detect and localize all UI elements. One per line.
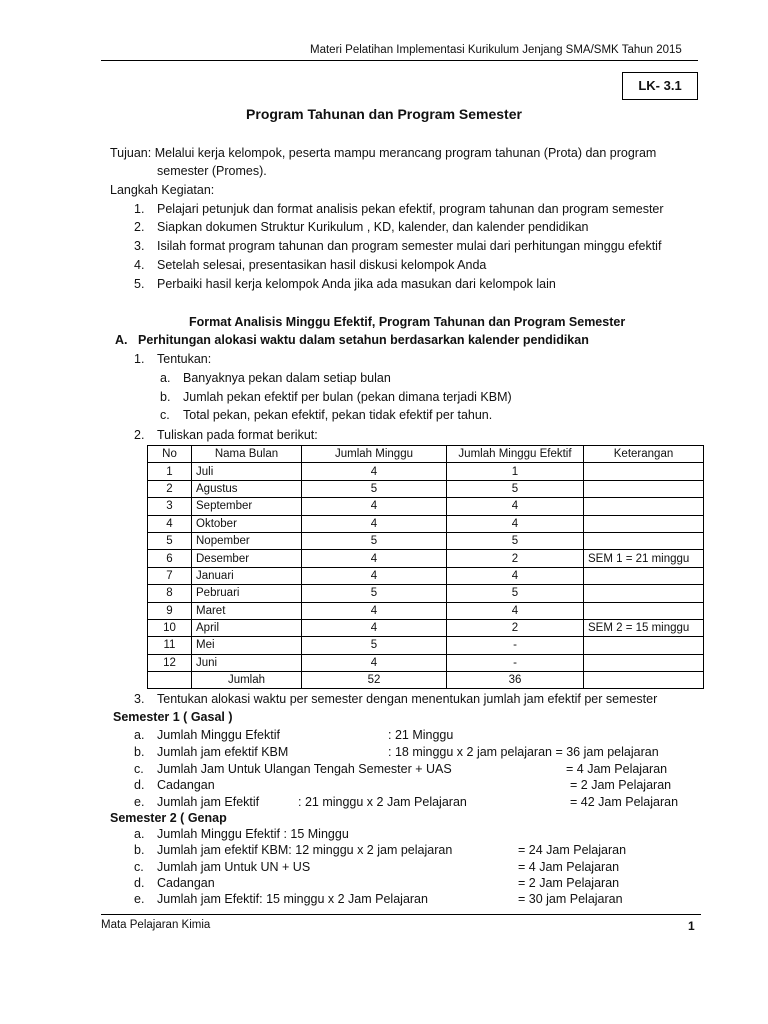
item-text: Tentukan: — [157, 352, 212, 366]
item-text: Tuliskan pada format berikut: — [157, 428, 318, 442]
minggu-efektif-table — [147, 445, 704, 689]
sem1-letter: b. — [134, 745, 145, 759]
page-header: Materi Pelatihan Implementasi Kurikulum Jenjang SMA/SMK Tahun 2015 — [310, 44, 682, 56]
table-cell: Nopember — [192, 532, 302, 549]
header-cell: Keterangan — [584, 446, 704, 463]
step-text: Isilah format program tahunan dan program semester mulai dari perhitungan minggu efektif — [157, 239, 662, 253]
section-a-label: A. — [115, 333, 128, 347]
table-cell — [584, 498, 704, 515]
table-cell: Mei — [192, 637, 302, 654]
sem2-heading: Semester 2 ( Genap — [110, 811, 227, 825]
table-cell: 2 — [447, 550, 584, 567]
sub-text: Jumlah pekan efektif per bulan (pekan dimana terjadi KBM) — [183, 390, 512, 404]
table-row — [148, 567, 704, 584]
table-cell: 4 — [302, 515, 447, 532]
table-cell: 4 — [447, 567, 584, 584]
table-cell: 4 — [302, 550, 447, 567]
sem2-letter: c. — [134, 860, 144, 874]
table-cell: 4 — [302, 463, 447, 480]
table-cell: Pebruari — [192, 585, 302, 602]
table-cell — [148, 672, 192, 689]
table-cell — [584, 602, 704, 619]
sem2-text: Jumlah jam Untuk UN + US — [157, 860, 311, 874]
langkah-heading: Langkah Kegiatan: — [110, 183, 215, 197]
table-cell: 4 — [302, 654, 447, 671]
sem1-letter: d. — [134, 778, 145, 792]
table-cell — [584, 532, 704, 549]
sem1-value: = 2 Jam Pelajaran — [570, 778, 672, 792]
table-cell: Juni — [192, 654, 302, 671]
total-label: Jumlah — [192, 672, 302, 689]
table-cell: 4 — [302, 602, 447, 619]
page-title: Program Tahunan dan Program Semester — [246, 106, 522, 122]
tujuan-line2: semester (Promes). — [157, 164, 267, 178]
step-num: 4. — [134, 258, 145, 272]
table-cell: 10 — [148, 619, 192, 636]
table-cell: SEM 1 = 21 minggu — [584, 550, 704, 567]
sem1-text: Jumlah jam Efektif — [157, 795, 260, 809]
sub-letter: c. — [160, 408, 170, 422]
sem2-value: = 24 Jam Pelajaran — [518, 843, 627, 857]
table-cell: 12 — [148, 654, 192, 671]
sub-text: Banyaknya pekan dalam setiap bulan — [183, 371, 391, 385]
step-text: Perbaiki hasil kerja kelompok Anda jika ada masukan dari kelompok lain — [157, 277, 556, 291]
sem2-letter: e. — [134, 892, 145, 906]
table-cell — [584, 480, 704, 497]
table-cell — [584, 585, 704, 602]
table-cell: Juli — [192, 463, 302, 480]
table-cell — [584, 654, 704, 671]
step-text: Siapkan dokumen Struktur Kurikulum , KD, kalender, dan kalender pendidikan — [157, 220, 589, 234]
sem1-text: Jumlah jam efektif KBM — [157, 745, 289, 759]
sem1-letter: c. — [134, 762, 144, 776]
table-cell: 9 — [148, 602, 192, 619]
table-cell: Januari — [192, 567, 302, 584]
sem1-value: = 42 Jam Pelajaran — [570, 795, 679, 809]
sem2-text: Jumlah Minggu Efektif : 15 Minggu — [157, 827, 349, 841]
table-cell: 8 — [148, 585, 192, 602]
step-text: Pelajari petunjuk dan format analisis pekan efektif, program tahunan dan program semester — [157, 202, 664, 216]
sub-text: Total pekan, pekan efektif, pekan tidak efektif per tahun. — [183, 408, 493, 422]
header-cell: Jumlah Minggu Efektif — [447, 446, 584, 463]
table-row — [148, 619, 704, 636]
sub-letter: b. — [160, 390, 171, 404]
section-a-heading: Perhitungan alokasi waktu dalam setahun berdasarkan kalender pendidikan — [138, 333, 589, 347]
header-cell: No — [148, 446, 192, 463]
table-cell: 5 — [447, 585, 584, 602]
step-text: Setelah selesai, presentasikan hasil diskusi kelompok Anda — [157, 258, 487, 272]
table-cell: 5 — [447, 480, 584, 497]
sem2-value: = 4 Jam Pelajaran — [518, 860, 620, 874]
table-cell: 2 — [148, 480, 192, 497]
table-cell: 2 — [447, 619, 584, 636]
table-cell: 11 — [148, 637, 192, 654]
sem2-value: = 30 jam Pelajaran — [518, 892, 623, 906]
table-cell: 4 — [148, 515, 192, 532]
table-cell: 4 — [447, 602, 584, 619]
total-efektif: 36 — [447, 672, 584, 689]
table-cell: Desember — [192, 550, 302, 567]
table-cell: 5 — [302, 585, 447, 602]
table-cell: 6 — [148, 550, 192, 567]
table-row — [148, 498, 704, 515]
sem2-text: Jumlah jam Efektif: 15 minggu x 2 Jam Pelajaran — [157, 892, 428, 906]
sem1-text: Jumlah Minggu Efektif — [157, 728, 280, 742]
sem1-letter: e. — [134, 795, 145, 809]
sem1-text: Cadangan — [157, 778, 215, 792]
sub-letter: a. — [160, 371, 171, 385]
table-cell: 4 — [447, 498, 584, 515]
table-row — [148, 532, 704, 549]
step-num: 2. — [134, 220, 145, 234]
table-header-row — [148, 446, 704, 463]
table-cell: 4 — [302, 567, 447, 584]
sem1-heading: Semester 1 ( Gasal ) — [113, 710, 233, 724]
header-cell: Nama Bulan — [192, 446, 302, 463]
sem1-mid: : 21 minggu x 2 Jam Pelajaran — [298, 795, 467, 809]
footer-rule — [101, 914, 701, 915]
table-row — [148, 480, 704, 497]
table-cell: September — [192, 498, 302, 515]
table-cell: 4 — [447, 515, 584, 532]
step-num: 1. — [134, 202, 145, 216]
table-cell: - — [447, 654, 584, 671]
sem2-text: Jumlah jam efektif KBM: 12 minggu x 2 jam pelajaran — [157, 843, 453, 857]
table-cell — [584, 463, 704, 480]
table-row — [148, 463, 704, 480]
sem2-text: Cadangan — [157, 876, 215, 890]
lk-label-box: LK- 3.1 — [622, 72, 698, 100]
table-cell: 5 — [302, 480, 447, 497]
table-cell: - — [447, 637, 584, 654]
sem2-value: = 2 Jam Pelajaran — [518, 876, 620, 890]
sem2-letter: d. — [134, 876, 145, 890]
table-row — [148, 550, 704, 567]
sem1-value: : 18 minggu x 2 jam pelajaran = 36 jam pelajaran — [388, 745, 659, 759]
table-cell — [584, 672, 704, 689]
sem2-letter: a. — [134, 827, 145, 841]
table-cell: 5 — [447, 532, 584, 549]
table-cell: Oktober — [192, 515, 302, 532]
table-cell: 5 — [302, 637, 447, 654]
table-cell: 4 — [302, 619, 447, 636]
header-rule — [101, 60, 698, 61]
table-row — [148, 585, 704, 602]
table-cell: 1 — [447, 463, 584, 480]
table-cell: 4 — [302, 498, 447, 515]
table-cell: Agustus — [192, 480, 302, 497]
table-row — [148, 654, 704, 671]
table-cell — [584, 567, 704, 584]
sem1-letter: a. — [134, 728, 145, 742]
table-row — [148, 637, 704, 654]
table-row — [148, 515, 704, 532]
item-num: 2. — [134, 428, 145, 442]
table-cell: SEM 2 = 15 minggu — [584, 619, 704, 636]
total-minggu: 52 — [302, 672, 447, 689]
sem1-value: = 4 Jam Pelajaran — [566, 762, 668, 776]
table-cell: April — [192, 619, 302, 636]
table-cell: 7 — [148, 567, 192, 584]
sem1-text: Jumlah Jam Untuk Ulangan Tengah Semester + UAS — [157, 762, 452, 776]
item-num: 1. — [134, 352, 145, 366]
table-cell: 1 — [148, 463, 192, 480]
step-num: 3. — [134, 239, 145, 253]
table-cell: 5 — [302, 532, 447, 549]
table-cell — [584, 637, 704, 654]
header-cell: Jumlah Minggu — [302, 446, 447, 463]
item-text: Tentukan alokasi waktu per semester dengan menentukan jumlah jam efektif per semester — [157, 692, 658, 706]
sem1-value: : 21 Minggu — [388, 728, 454, 742]
page-number: 1 — [688, 919, 695, 933]
table-total-row — [148, 672, 704, 689]
table-cell: 5 — [148, 532, 192, 549]
table-cell: 3 — [148, 498, 192, 515]
format-title: Format Analisis Minggu Efektif, Program Tahunan dan Program Semester — [189, 315, 626, 329]
footer-subject: Mata Pelajaran Kimia — [101, 919, 211, 931]
table-cell — [584, 515, 704, 532]
table-row — [148, 602, 704, 619]
tujuan-line1: Tujuan: Melalui kerja kelompok, peserta mampu merancang program tahunan (Prota) dan program — [110, 146, 657, 160]
table-cell: Maret — [192, 602, 302, 619]
sem2-letter: b. — [134, 843, 145, 857]
step-num: 5. — [134, 277, 145, 291]
item-num: 3. — [134, 692, 145, 706]
